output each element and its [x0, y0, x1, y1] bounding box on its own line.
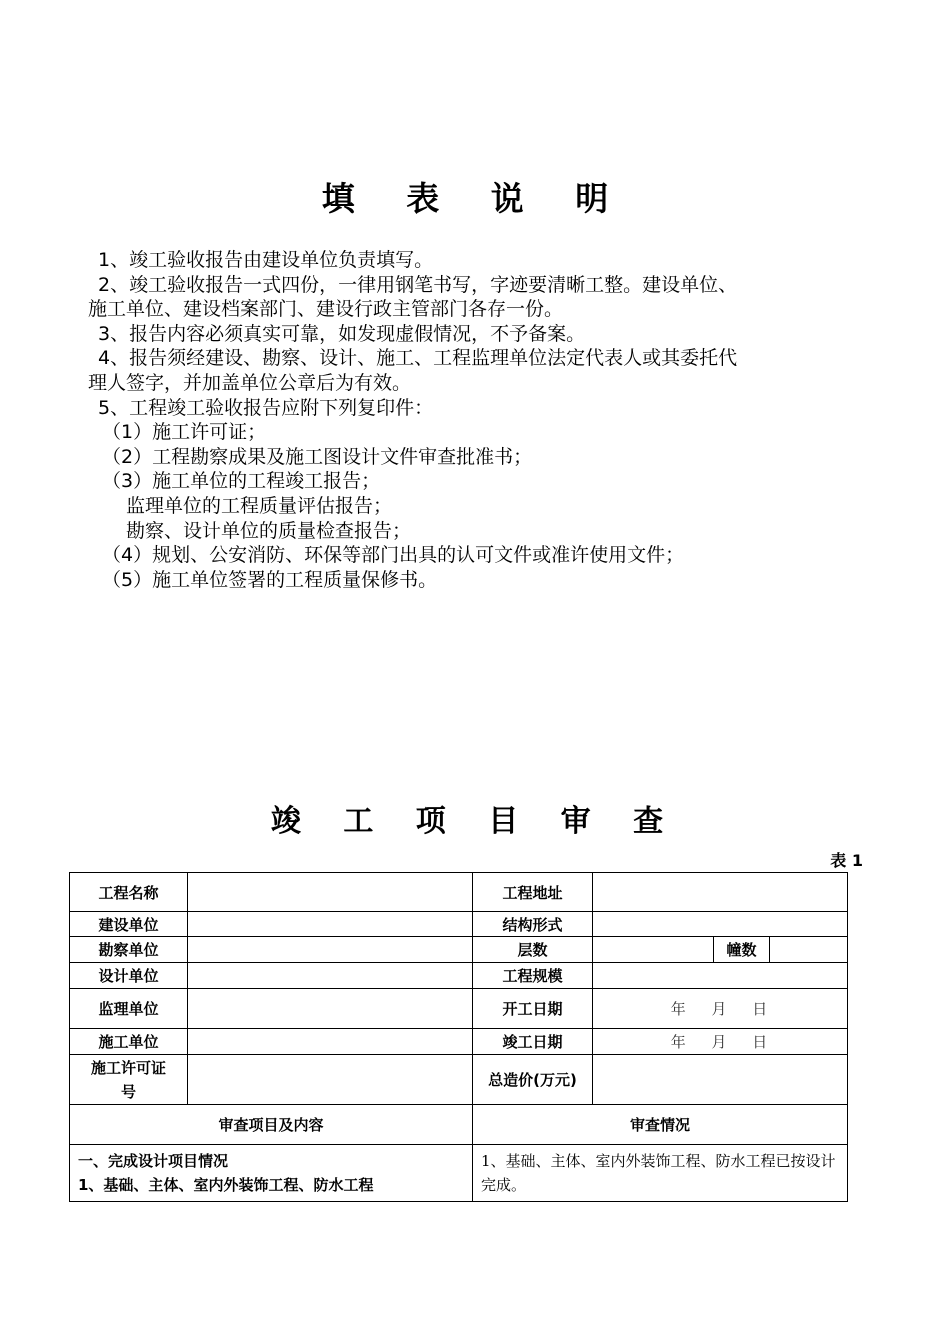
field-design-unit[interactable] [188, 963, 473, 989]
instruction-line: 3、报告内容必须真实可靠，如发现虚假情况，不予备案。 [98, 322, 586, 345]
label-project-name: 工程名称 [70, 873, 188, 912]
label-construction-unit: 建设单位 [70, 912, 188, 937]
review-item-sub: 1、基础、主体、室内外装饰工程、防水工程 [78, 1176, 374, 1194]
label-buildings: 幢数 [714, 937, 770, 962]
field-project-name[interactable] [188, 873, 473, 912]
instruction-line: （3）施工单位的工程竣工报告； [102, 470, 381, 493]
field-floors[interactable] [593, 937, 714, 962]
table-row [70, 1145, 848, 1202]
label-start-date: 开工日期 [473, 989, 593, 1029]
instruction-line: （2）工程勘察成果及施工图设计文件审查批准书； [102, 445, 533, 468]
instruction-line: 5、工程竣工验收报告应附下列复印件： [98, 396, 434, 419]
table-row [70, 873, 848, 912]
field-project-address[interactable] [593, 873, 848, 912]
field-start-date[interactable]: 年 月 日 [593, 989, 848, 1029]
label-design-unit: 设计单位 [70, 963, 188, 989]
instruction-line: 4、报告须经建设、勘察、设计、施工、工程监理单位法定代表人或其委托代 [98, 347, 738, 370]
label-project-address: 工程地址 [473, 873, 593, 912]
project-review-table [69, 872, 848, 1202]
instruction-line: （1）施工许可证； [102, 421, 267, 444]
instruction-line: 施工单位、建设档案部门、建设行政主管部门各存一份。 [88, 298, 564, 321]
label-completion-date: 竣工日期 [473, 1029, 593, 1055]
field-completion-date[interactable]: 年 月 日 [593, 1029, 848, 1055]
field-permit-number[interactable] [188, 1055, 473, 1105]
review-title: 竣 工 项 目 审 查 [270, 804, 680, 839]
field-supervision-unit[interactable] [188, 989, 473, 1029]
instruction-line: 1、竣工验收报告由建设单位负责填写。 [98, 249, 434, 271]
label-survey-unit: 勘察单位 [70, 937, 188, 963]
table-row [70, 1105, 848, 1145]
review-item-cell [70, 1145, 473, 1202]
instruction-line: 监理单位的工程质量评估报告； [126, 494, 393, 517]
floors-building-cell [593, 937, 848, 963]
review-item-title: 一、完成设计项目情况 [78, 1152, 229, 1170]
instructions-title: 填 表 说 明 [321, 179, 629, 218]
review-items-header: 审查项目及内容 [70, 1105, 473, 1145]
field-buildings[interactable] [770, 937, 847, 962]
field-construction-unit[interactable] [188, 912, 473, 937]
field-total-cost[interactable] [593, 1055, 848, 1105]
label-permit-number: 施工许可证号 [70, 1055, 188, 1105]
instruction-line: 2、竣工验收报告一式四份，一律用钢笔书写，字迹要清晰工整。建设单位、 [98, 273, 738, 296]
label-total-cost: 总造价(万元) [473, 1055, 593, 1105]
instruction-line: 勘察、设计单位的质量检查报告； [126, 519, 412, 542]
table-row [70, 1055, 848, 1105]
table-number: 表 1 [830, 851, 863, 870]
field-contractor[interactable] [188, 1029, 473, 1055]
table-row [70, 912, 848, 937]
table-row [70, 937, 848, 963]
instruction-line: 理人签字，并加盖单位公章后为有效。 [88, 371, 412, 394]
field-structure-type[interactable] [593, 912, 848, 937]
table-row [70, 963, 848, 989]
label-project-scale: 工程规模 [473, 963, 593, 989]
label-contractor: 施工单位 [70, 1029, 188, 1055]
field-project-scale[interactable] [593, 963, 848, 989]
review-status-header: 审查情况 [473, 1105, 848, 1145]
review-result[interactable]: 1、基础、主体、室内外装饰工程、防水工程已按设计完成。 [473, 1145, 848, 1202]
table-row [70, 1029, 848, 1055]
instruction-line: （5）施工单位签署的工程质量保修书。 [102, 568, 438, 591]
label-supervision-unit: 监理单位 [70, 989, 188, 1029]
instruction-line: （4）规划、公安消防、环保等部门出具的认可文件或准许使用文件； [102, 544, 685, 567]
instructions-list [88, 248, 868, 592]
label-structure-type: 结构形式 [473, 912, 593, 937]
table-row [70, 989, 848, 1029]
label-floors: 层数 [473, 937, 593, 963]
field-survey-unit[interactable] [188, 937, 473, 963]
